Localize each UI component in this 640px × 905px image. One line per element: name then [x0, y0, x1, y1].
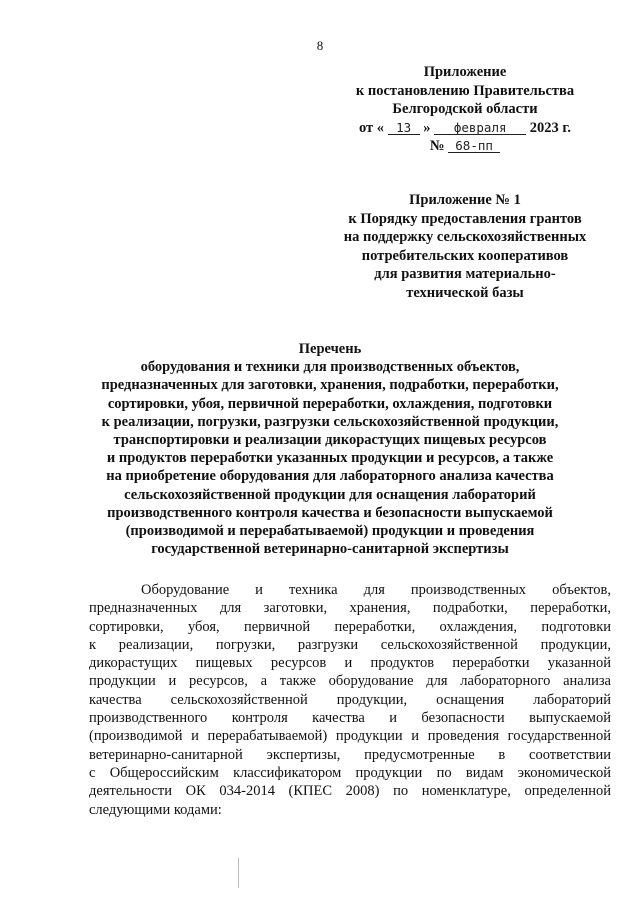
body-line: Оборудование и техника для производственных объектов,: [141, 582, 611, 598]
title-line: (производимой и перерабатываемой) продукции и проведения: [125, 523, 535, 540]
title-line: на приобретение оборудования для лабораторного анализа качества: [106, 468, 554, 485]
header-line-3: Белгородской области: [392, 101, 538, 117]
page-number: 8: [316, 38, 324, 53]
date-day: 13: [388, 121, 420, 135]
resolution-header: [330, 63, 600, 156]
body-line: производственного контроля качества и безопасности выпускаемой: [89, 710, 611, 727]
header-line-2: к постановлению Правительства: [355, 82, 575, 99]
resolution-number: 68-пп: [448, 139, 500, 153]
body-line: (производимой и перерабатываемой) продукции и проведения государственной: [89, 728, 611, 745]
body-line: к реализации, погрузки, разгрузки сельскохозяйственной продукции,: [89, 636, 611, 653]
body-line: дикорастущих пищевых ресурсов и продуктов переработки указанной: [89, 655, 611, 672]
title-line: предназначенных для заготовки, хранения, подработки, переработки,: [101, 377, 559, 394]
number-prefix: №: [429, 138, 445, 154]
title-line: сельскохозяйственной продукции для оснащения лабораторий: [124, 486, 536, 503]
margin-line: [238, 858, 239, 888]
body-line: качества сельскохозяйственной продукции, оснащения лабораторий: [89, 691, 611, 708]
body-line: с Общероссийским классификатором продукции по видам экономической: [89, 764, 611, 781]
appendix-line: для развития материально-: [374, 266, 556, 282]
title-line: транспортировки и реализации дикорастущих пищевых ресурсов: [113, 432, 547, 449]
title-line: сортировки, убоя, первичной переработки, охлаждения, подготовки: [107, 395, 553, 412]
header-date-line: [330, 119, 600, 138]
title-line: и продуктов переработки указанных продукции и ресурсов, а также: [106, 450, 554, 467]
date-month: февраля: [434, 121, 526, 135]
body-line: продукции и ресурсов, а также оборудование для лабораторного анализа: [89, 673, 611, 690]
body-line: следующими кодами:: [89, 801, 222, 818]
header-number-line: [330, 137, 600, 156]
appendix-line: технической базы: [406, 284, 524, 301]
appendix-header: [330, 191, 600, 302]
appendix-line: потребительских кооперативов: [361, 247, 569, 264]
appendix-line: к Порядку предоставления грантов: [348, 210, 582, 227]
body-line: деятельности ОК 034-2014 (КПЕС 2008) по номенклатуре, определенной: [89, 783, 611, 800]
title-line: государственной ветеринарно-санитарной экспертизы: [151, 541, 509, 558]
body-line: ветеринарно-санитарной экспертизы, предусмотренные в соответствии: [89, 746, 611, 763]
appendix-line: Приложение № 1: [409, 192, 521, 208]
date-prefix: от «: [358, 119, 385, 136]
title-line: оборудования и техники для производственных объектов,: [140, 359, 520, 376]
appendix-line: на поддержку сельскохозяйственных: [343, 229, 587, 245]
body-line: предназначенных для заготовки, хранения, подработки, переработки,: [89, 600, 611, 617]
date-year: 2023 г.: [529, 119, 571, 136]
title-line: к реализации, погрузки, разгрузки сельскохозяйственной продукции,: [101, 413, 559, 430]
date-mid: »: [423, 119, 431, 136]
header-line-1: Приложение: [423, 64, 507, 80]
body-paragraph: [89, 581, 611, 819]
document-title: [90, 340, 570, 558]
title-line: Перечень: [298, 341, 362, 357]
title-line: производственного контроля качества и безопасности выпускаемой: [107, 504, 553, 521]
body-line: сортировки, убоя, первичной переработки, охлаждения, подготовки: [89, 618, 611, 635]
